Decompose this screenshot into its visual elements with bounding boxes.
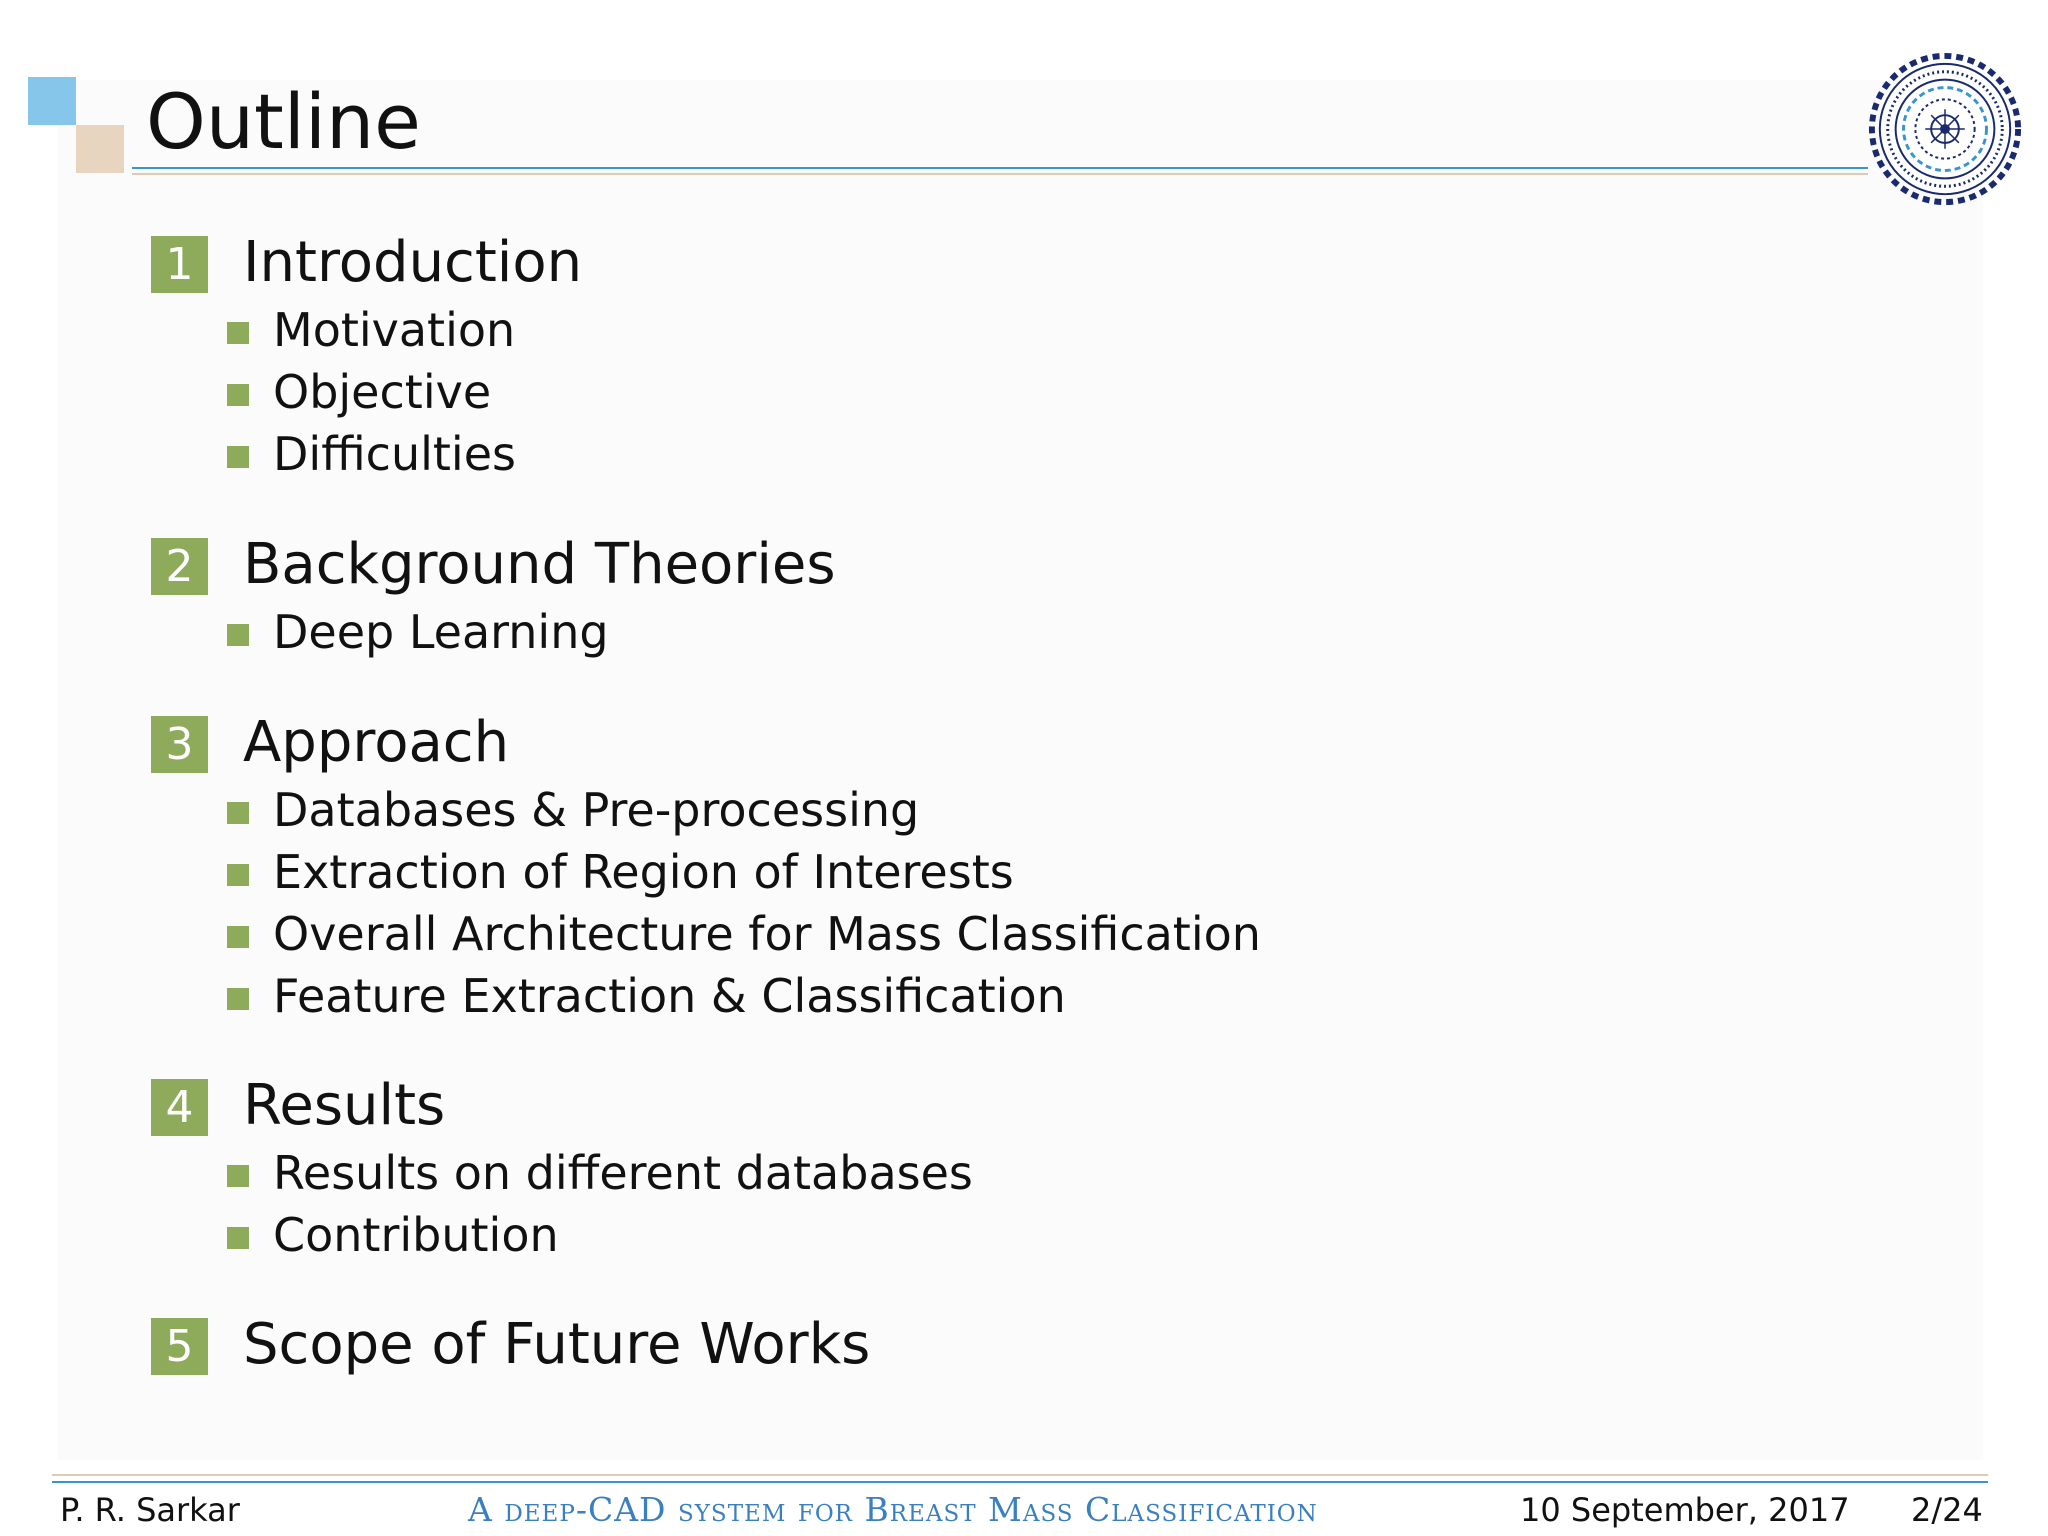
section-number-badge[interactable]: 5: [151, 1318, 208, 1375]
footer-rule-tan: [52, 1474, 1988, 1476]
subsection-title[interactable]: Objective: [273, 365, 492, 419]
footer-author: P. R. Sarkar: [60, 1491, 240, 1529]
footer-page-number: 2/24: [1911, 1491, 1983, 1529]
subsection-title[interactable]: Results on different databases: [273, 1146, 973, 1200]
section-number-badge[interactable]: 2: [151, 538, 208, 595]
subsection-title[interactable]: Overall Architecture for Mass Classification: [273, 907, 1261, 961]
frame-title: Outline: [146, 77, 421, 166]
section-title[interactable]: Background Theories: [243, 532, 836, 597]
subsection-bullet: [227, 384, 249, 406]
subsection-title[interactable]: Contribution: [273, 1208, 559, 1262]
section-title[interactable]: Results: [243, 1073, 446, 1138]
subsection-title[interactable]: Motivation: [273, 303, 516, 357]
section-title[interactable]: Introduction: [243, 230, 583, 295]
subsection-title[interactable]: Feature Extraction & Classification: [273, 969, 1066, 1023]
section-title[interactable]: Approach: [243, 710, 510, 775]
footer-date: 10 September, 2017: [1520, 1491, 1850, 1529]
subsection-title[interactable]: Databases & Pre-processing: [273, 783, 920, 837]
section-number-badge[interactable]: 1: [151, 236, 208, 293]
subsection-title[interactable]: Deep Learning: [273, 605, 609, 659]
subsection-bullet: [227, 446, 249, 468]
subsection-bullet: [227, 624, 249, 646]
section-number-badge[interactable]: 3: [151, 716, 208, 773]
footer-rule-blue: [52, 1481, 1988, 1483]
subsection-bullet: [227, 1227, 249, 1249]
subsection-bullet: [227, 1165, 249, 1187]
subsection-bullet: [227, 988, 249, 1010]
section-number-badge[interactable]: 4: [151, 1079, 208, 1136]
subsection-title[interactable]: Difficulties: [273, 427, 516, 481]
subsection-title[interactable]: Extraction of Region of Interests: [273, 845, 1014, 899]
footer-presentation-title: A deep-CAD system for Breast Mass Classification: [468, 1490, 1318, 1529]
subsection-bullet: [227, 926, 249, 948]
subsection-bullet: [227, 322, 249, 344]
subsection-bullet: [227, 802, 249, 824]
section-title[interactable]: Scope of Future Works: [243, 1312, 871, 1377]
subsection-bullet: [227, 864, 249, 886]
